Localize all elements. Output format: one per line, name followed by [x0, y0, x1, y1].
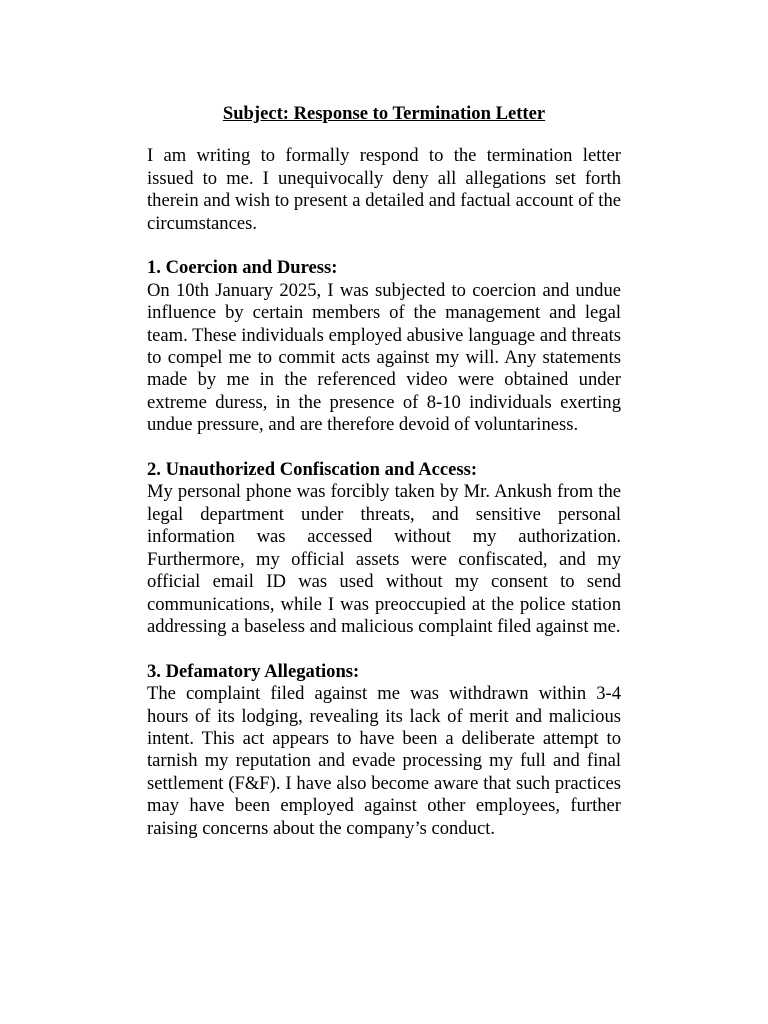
section-heading: 3. Defamatory Allegations: — [147, 660, 360, 682]
section-heading: 1. Coercion and Duress: — [147, 257, 338, 279]
letter-subject: Subject: Response to Termination Letter — [222, 103, 546, 124]
section-paragraph: The complaint filed against me was withdrawn within 3-4 hours of its lodging, revealing its lack of merit and malicious intent. This act appears to have been a deliberate attempt to tarnish my reputation and evade processing my full and final settlement (F&F). I have also become aware that such practices may have been employed against other employees, further raising concerns about the company’s conduct. — [147, 683, 621, 839]
letter-body — [147, 103, 621, 862]
section-defamatory-allegations — [147, 661, 621, 840]
section-paragraph: On 10th January 2025, I was subjected to coercion and undue influence by certain members of the management and legal team. These individuals employed abusive language and threats to compel me to commit acts against my will. Any statements made by me in the referenced video were obtained under extreme duress, in the presence of 8-10 individuals exerting undue pressure, and are therefore devoid of voluntariness. — [147, 279, 621, 436]
section-paragraph: My personal phone was forcibly taken by Mr. Ankush from the legal department under threats, and sensitive personal information was accessed without my authorization. Furthermore, my official assets were confiscated, and my official email ID was used without my consent to send communications, while I was preoccupied at the police station addressing a baseless and malicious complaint filed against me. — [147, 481, 621, 637]
section-unauthorized-confiscation — [147, 459, 621, 638]
intro-paragraph: I am writing to formally respond to the termination letter issued to me. I unequivocally deny all allegations set forth therein and wish to present a detailed and factual account of the circumstances. — [147, 145, 621, 234]
section-coercion-duress — [147, 257, 621, 436]
section-heading: 2. Unauthorized Confiscation and Access: — [147, 459, 478, 481]
